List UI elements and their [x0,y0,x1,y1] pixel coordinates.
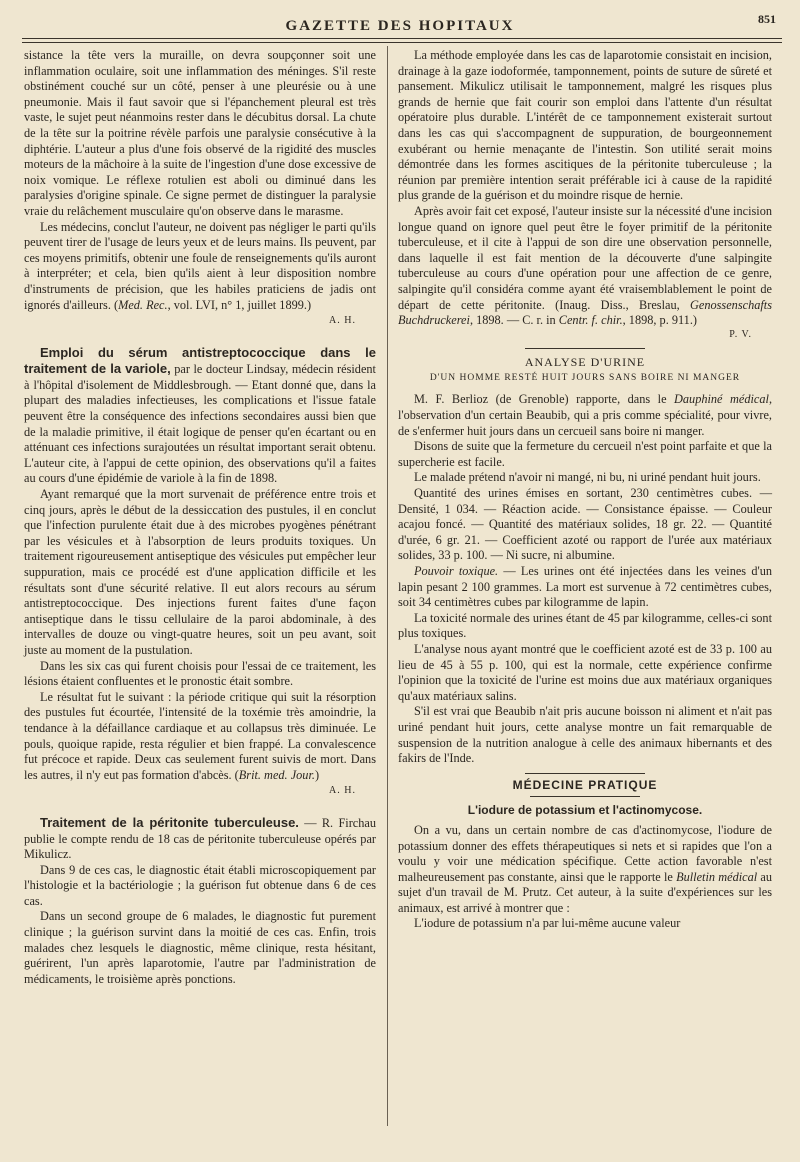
right-column [398,48,772,932]
paragraph [398,823,772,917]
text: , 1898. — C. r. in [469,313,559,328]
article-lead [24,815,376,863]
page-number: 851 [758,12,776,26]
header-rule [22,42,782,43]
text: — Les urines ont été injectées dans les veines d'un lapin pesant 2 100 grammes. La mort est survenue à 72 centimètres cubes, soit 34 centimètres cubes par kilogramme de lapin. [398,564,772,610]
left-column [24,48,376,987]
header-rule [22,38,782,39]
signature: P. V. [729,328,752,340]
column-divider [387,46,388,1126]
section-divider [525,773,645,774]
page-title: GAZETTE DES HOPITAUX [285,18,515,34]
paragraph: Dans les six cas qui furent choisis pour l'essai de ce traitement, les lésions étaient confluentes et le pronostic était sombre. [24,658,376,689]
article-lead [24,345,376,487]
paragraph: Ayant remarqué que la mort survenait de préférence entre trois et cinq jours, après le début de la dessiccation des pustules, il en conclut que l'infection purulente était due à des microbes pyogènes pénétrant par les vésicules et à l'absorption de leurs produits toxiques. Un traitement rigoureusement antiseptique des vésicules put empêcher leur suppuration, mais ce procédé est d'une application difficile et les résultats sont d'une sécurité relative. Il eut alors recours au sérum antistreptococcique. Des injections furent faites d'une façon antiseptique dans le tissu cellulaire de la paroi abdominale, à des intervalles de douze ou vingt-quatre heures, soit un peu avant, soit juste au moment de la pustulation. [24,487,376,657]
paragraph [398,204,772,329]
paragraph: sistance la tête vers la muraille, on devra soupçonner soit une inflammation oculaire, soit une inflammation des méninges. S'il reste obstinément couché sur un côté, penser à une pleurésie ou à une pneumonie. Mais il faut savoir que si l'épanchement pleural est très vaste, le sujet peut néanmoins rester dans le décubitus dorsal. La chute de la tête sur la poitrine révèle parfois une paralysie consécutive à la diphtérie. L'auteur a plus d'une fois observé de la rigidité des muscles moteurs de la mâchoire à la suite de l'ingestion d'une dose excessive de noix vomique. Le réflexe rotulien est aboli ou diminué dans les paralysies d'origine spinale. Ce signe permet de distinguer la paralysie vraie du relâchement musculaire qu'on observe dans le marasme. [24,48,376,218]
paragraph: Le malade prétend n'avoir ni mangé, ni bu, ni uriné pendant huit jours. [414,470,761,485]
article-title: L'iodure de potassium et l'actinomycose. [467,803,703,818]
section-subtitle: D'UN HOMME RESTÉ HUIT JOURS SANS BOIRE NI MANGER [429,372,741,383]
article-title: Emploi du sérum antistreptococcique dans le traitement de la variole, [24,344,376,377]
article-title: Traitement de la péritonite tuberculeuse. [40,814,299,830]
citation: Med. Rec. [118,297,168,312]
text: par le docteur Lindsay, médecin résident à l'hôpital d'isolement de Middlesbrough. — Etant donné que, dans la plupart des maladies infectieuses, les complications et l'issue fatale peuvent être la conséquence des infections secondaires aussi bien que de la maladie primitive, il était logique de penser qu'en écartant ou en atténuant ces infections surajoutées un résultat important serait obtenu. L'auteur cite, à l'appui de cette opinion, des observations qu'il a faites au cours d'une épidémie de variole à la fin de 1898. [24,362,376,486]
text: — R. Firchau publie le compte rendu de 18 cas de péritonite tuberculeuse opérés par Mikulicz. [24,815,377,862]
spacer [24,335,376,345]
paragraph: Disons de suite que la fermeture du cercueil n'est point parfaite et que la supercherie est facile. [398,439,772,469]
paragraph: La toxicité normale des urines étant de 45 par kilogramme, celles-ci sont plus toxiques. [398,610,772,641]
citation: Centr. f. chir. [558,313,623,328]
signature: A. H. [329,315,356,327]
citation: Dauphiné médical [674,392,769,407]
paragraph: La méthode employée dans les cas de laparotomie consistait en incision, drainage à la gaze iodoformée, tamponnement, points de suture de sûreté et pansement. Mikulicz utilisait le tamponnement, malgré les risques plus grands de hernie que fait courir son emploi dans l'attente d'un résultat opératoire plus durable. L'intérêt de ce tamponnement existerait surtout dans les cas qui s'accompagnent de suppuration, de bourgeonnement exubérant ou hernie menaçante de l'intestin. Son utilité serait moins démontrée dans les formes ascitiques de la péritonite tuberculeuse ; la réunion par première intention serait préférable ici à cause de la rapidité plus grande de la guérison et du moindre risque de hernie. [398,48,772,203]
citation: Genossenschafts Buchdruckerei [398,297,772,328]
section-heading: MÉDECINE PRATIQUE [512,777,658,792]
paragraph [398,564,772,611]
citation: Bulletin médical [676,869,758,884]
paragraph: L'analyse nous ayant montré que le coefficient azoté est de 33 p. 100 au lieu de 45 à 55 p. 100, qui est la normale, cette expérience confirme l'opinion que la toxicité de l'urine est moins due aux matériaux organiques qu'aux matériaux salins. [398,641,772,703]
inline-label: Pouvoir toxique. [414,564,499,578]
paragraph: Dans 9 de ces cas, le diagnostic était établi microscopiquement par l'histologie et la bactériologie ; la guérison fut obtenue dans 6 de ces cas. [24,862,376,908]
text: au sujet d'un travail de M. Prutz. Cet auteur, à la suite d'expériences sur les animaux, est arrivé à montrer que : [398,869,772,915]
heading-rule [530,796,640,797]
text: On a vu, dans un certain nombre de cas d'actinomycose, l'iodure de potassium donner des effets thérapeutiques si nets et si rapides que l'on a voulu y voir une médication spécifique. Cette action favorable n'est malheureusement pas constante, ainsi que le rapporte le [398,822,772,884]
text: , l'observation d'un certain Beaubib, qui a pris comme spécialité, pour vivre, de s'enfermer huit jours dans un cercueil sans boire ni manger. [398,392,773,438]
paragraph [398,392,772,439]
text: Après avoir fait cet exposé, l'auteur insiste sur la nécessité d'une incision longue quand on ignore quel peut être le foyer primitif de la péritonite tuberculeuse, et il cite à l'appui de son dire une observation personnelle, dans laquelle il est fait mention de la découverte d'une salpingite tuberculeuse au cours d'une opération pour une affection de ce genre, salpingite qu'il considéra comme ayant été vraisemblablement le point de départ de cette péritonite. (Inaug. Diss., Breslau, [398,203,772,312]
section-title: ANALYSE D'URINE [524,355,646,370]
text: M. F. Berlioz (de Grenoble) rapporte, dans le [414,392,675,407]
text: Les médecins, conclut l'auteur, ne doivent pas négliger le parti qu'ils peuvent tirer de l'usage de leurs yeux et de leurs mains. Ils peuvent, par ces moyens primitifs, obtenir une foule de renseignements qu'ils auront à interpréter; et cela, bien qu'ils aient à leur disposition nombre d'instruments de précision, que les habiles praticiens de jadis ont ignorés d'ailleurs. ( [24,219,376,312]
text: ) [314,767,320,782]
section-divider [525,348,645,349]
paragraph: S'il est vrai que Beaubib n'ait pris aucune boisson ni aliment et n'ait pas uriné pendant huit jours, cette analyse montre un fait remarquable de suspension de la nutrition analogue à celle des animaux hibernants et des fakirs de l'Inde. [398,704,772,766]
paragraph [24,220,376,314]
paragraph: Dans un second groupe de 6 malades, le diagnostic fut purement clinique ; la guérison survint dans la moitié de ces cas. Enfin, trois malades chez lesquels le diagnostic, même clinique, resta hésitant, guérirent, l'un après laparotomie, l'autre par l'administration de médicaments, le troisième après ponctions. [24,909,376,986]
citation: Brit. med. Jour. [238,767,315,782]
paragraph: L'iodure de potassium n'a par lui-même aucune valeur [414,916,681,931]
text: Le résultat fut le suivant : la période critique qui suit la résorption des pustules fut écourtée, l'intensité de la toxémie très amoindrie, la tendance à la défaillance cardiaque et au collapsus très diminuée. Le pouls, quoique rapide, resta régulier et bien frappé. La convalescence fut précoce et rapide. Deux cas seulement furent suivis de mort. Dans les autres, il n'y eut pas formation d'abcès. ( [24,689,376,782]
paragraph: Quantité des urines émises en sortant, 230 centimètres cubes. — Densité, 1 034. — Réaction acide. — Consistance épaisse. — Couleur acajou foncé. — Quantité des matériaux solides, 18 gr. 22. — Quantité d'urée, 6 gr. 21. — Coefficient azoté ou rapport de l'urée aux matériaux solides, 33 p. 100. — Ni sucre, ni albumine. [398,486,772,563]
text: , vol. LVI, n° 1, juillet 1899.) [167,297,312,312]
spacer [24,805,376,815]
text: , 1898, p. 911.) [622,313,698,328]
signature: A. H. [329,785,356,797]
paragraph [24,690,376,784]
